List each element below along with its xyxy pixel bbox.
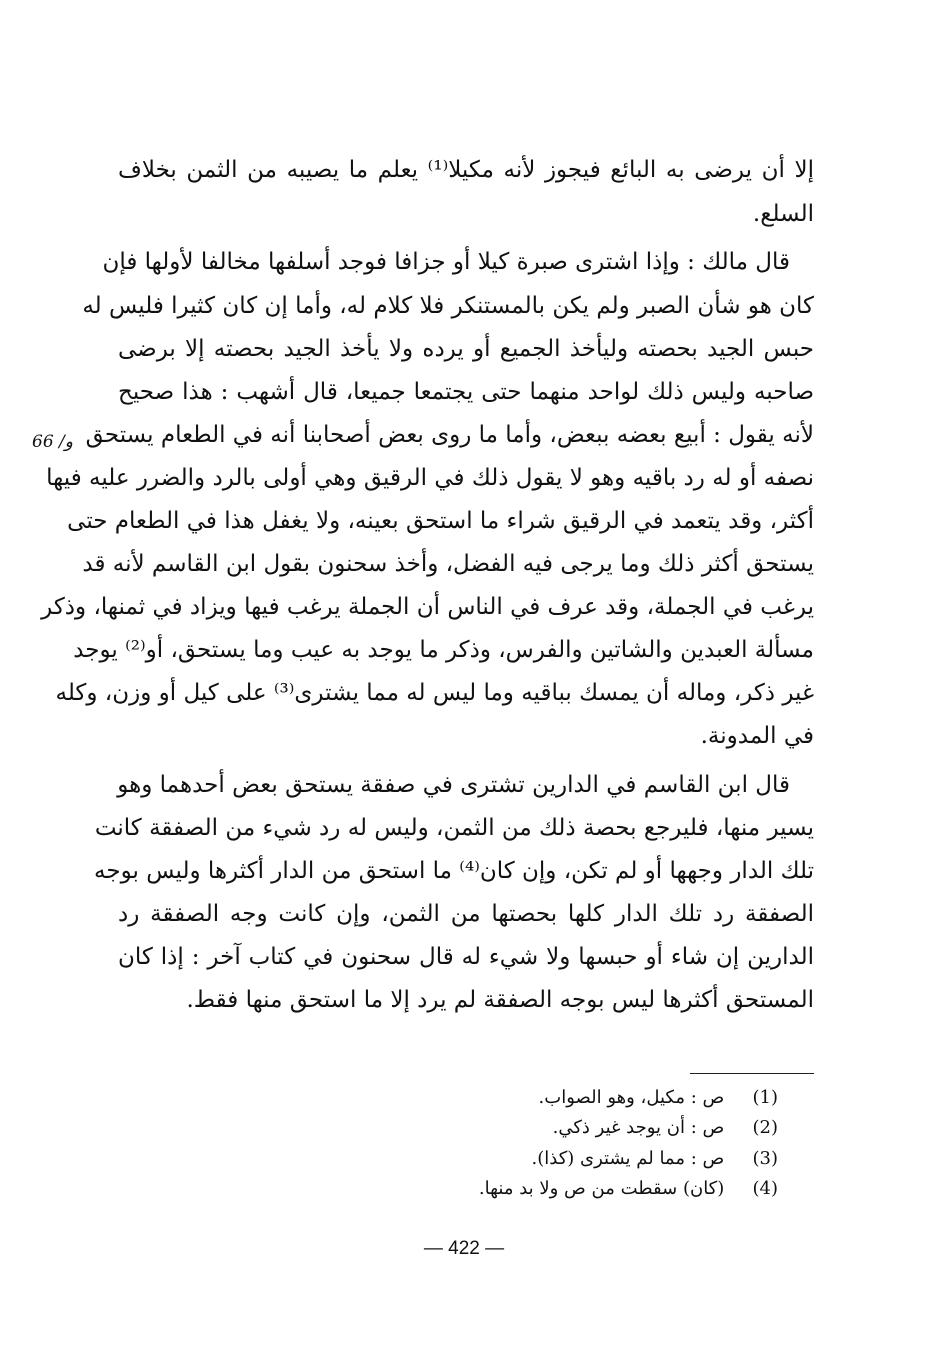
footnote-divider (690, 1073, 814, 1074)
text-line: كان هو شأن الصبر ولم يكن بالمستنكر فلا كلام له، وأما إن كان كثيرا فليس له (82, 293, 814, 319)
footnote-text: ص : أن يوجد غير ذكي. (552, 1117, 725, 1138)
footnote (553, 1112, 778, 1144)
text-line: مسألة العبدين والشاتين والفرس، وذكر ما يوجد به عيب وما يستحق، أو⁽²⁾ يوجد (73, 637, 814, 663)
text-line: إلا أن يرضى به البائع فيجوز لأنه مكيلا⁽¹⁾ يعلم ما يصيبه من الثمن بخلاف (118, 157, 814, 183)
footnote-number: (3) (752, 1148, 778, 1169)
text-line: نصفه أو له رد باقيه وهو لا يقول ذلك في الرقيق وهي أولى بالرد والضرر عليه فيها (46, 465, 814, 491)
folio-margin-note: 66 /و (32, 432, 73, 452)
text-line: قال مالك : وإذا اشترى صبرة كيلا أو جزافا فوجد أسلفها مخالفا لأولها فإن (102, 249, 790, 275)
text-line: صاحبه وليس ذلك لواحد منهما حتى يجتمعا جميعا، قال أشهب : هذا صحيح (118, 379, 814, 405)
text-line: لأنه يقول : أبيع بعضه ببعض، وأما ما روى بعض أصحابنا أنه في الطعام يستحق (85, 422, 814, 448)
text-line: في المدونة. (700, 723, 814, 749)
text-line: يستحق أكثر ذلك وما يرجى فيه الفضل، وأخذ سحنون بقول ابن القاسم لأنه قد (82, 551, 814, 577)
footnote-number: (2) (752, 1117, 778, 1138)
text-line: الدارين إن شاء أو حبسها ولا شيء له قال سحنون في كتاب آخر : إذا كان (118, 944, 814, 970)
footnote (532, 1143, 778, 1175)
text-line: يرغب في الجملة، وقد عرف في الناس أن الجملة يرغب فيها ويزاد في ثمنها، وذكر (41, 594, 814, 620)
text-line: حبس الجيد بحصته وليأخذ الجميع أو يرده ولا يأخذ الجيد بحصته إلا برضى (118, 336, 814, 362)
text-line: الصفقة رد تلك الدار كلها بحصتها من الثمن، وإن كانت وجه الصفقة رد (118, 901, 814, 927)
text-line: تلك الدار وجهها أو لم تكن، وإن كان⁽⁴⁾ ما استحق من الدار أكثرها وليس بوجه (94, 858, 814, 884)
text-line: السلع. (752, 201, 814, 227)
text-line: غير ذكر، وماله أن يمسك بباقيه وما ليس له مما يشترى⁽³⁾ على كيل أو وزن، وكله (55, 680, 814, 706)
footnote (479, 1173, 778, 1205)
text-line: أكثر، وقد يتعمد في الرقيق شراء ما استحق بعينه، ولا يغفل هذا في الطعام حتى (67, 508, 814, 534)
footnote-number: (1) (752, 1087, 778, 1108)
footnote (539, 1082, 778, 1114)
text-line: يسير منها، فليرجع بحصة ذلك من الثمن، وليس له رد شيء من الصفقة كانت (94, 815, 814, 841)
footnote-number: (4) (752, 1178, 778, 1199)
footnote-text: (كان) سقطت من ص ولا بد منها. (478, 1178, 725, 1199)
text-line: قال ابن القاسم في الدارين تشترى في صفقة يستحق بعض أحدهما وهو (117, 772, 790, 798)
text-line: المستحق أكثرها ليس بوجه الصفقة لم يرد إلا ما استحق منها فقط. (186, 987, 814, 1013)
footnote-text: ص : مما لم يشترى (كذا). (531, 1148, 725, 1169)
footnote-text: ص : مكيل، وهو الصواب. (538, 1087, 725, 1108)
page-number: — 422 — (423, 1238, 505, 1259)
